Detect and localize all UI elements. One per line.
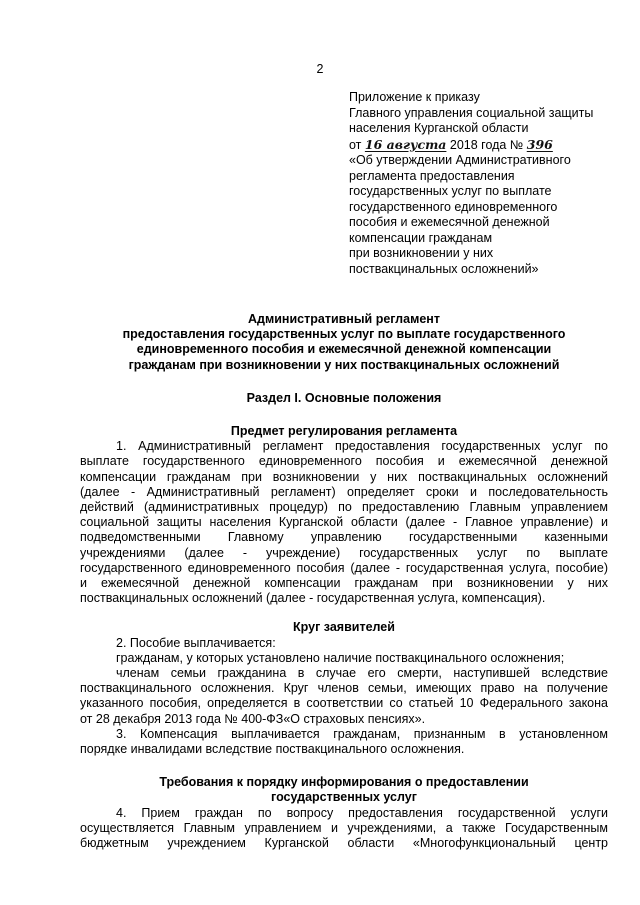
appendix-line: «Об утверждении Административного (349, 153, 571, 167)
para1-line: 1. Административный регламент предоставления государственных услуг по (116, 439, 608, 454)
para1-line: социальной защиты населения Курганской области (далее - Главное управление) и (80, 515, 608, 530)
para4-line: 4. Прием граждан по вопросу предоставления государственной услуги (116, 805, 608, 820)
appendix-line: населения Курганской области (349, 121, 529, 135)
subject-heading: Предмет регулирования регламента (230, 424, 458, 439)
handwritten-date: 16 августа (364, 136, 447, 152)
title-line: Административный регламент (248, 312, 440, 326)
appendix-line: поствакцинальных осложнений» (349, 261, 539, 276)
para3-line: 3. Компенсация выплачивается гражданам, признанным в установленном (116, 726, 608, 741)
title-line: предоставления государственных услуг по выплате государственного (122, 327, 566, 342)
para2-line: членам семьи гражданина в случае его смерти, наступившей вследствие (116, 666, 608, 681)
para1-line: и ежемесячной денежной компенсации гражданам при возникновении у них (80, 576, 608, 591)
title-line: единовременного пособия и ежемесячной денежной компенсации (136, 342, 552, 357)
para2-line: указанного пособия, определяется в соответствии со статьей 10 Федерального закона (80, 696, 608, 711)
info-heading-line: Требования к порядку информирования о предоставлении (159, 775, 529, 790)
para2-line: гражданам, у которых установлено наличие поствакцинального осложнения; (116, 650, 565, 665)
appendix-line: Приложение к приказу (349, 90, 480, 104)
para1-line: поствакцинальных осложнений (далее - государственная услуга, компенсация). (80, 591, 546, 606)
appendix-block (349, 90, 619, 277)
para4-line: осуществляется Главным управлением и учреждениями, а также Государственным (80, 820, 608, 835)
page-number: 2 (316, 62, 324, 76)
document-body (80, 312, 608, 851)
para1-line: государственного единовременного пособия (далее - государственная услуга, пособие) (80, 560, 608, 575)
date-prefix: от (349, 137, 362, 152)
para2-line: от 28 декабря 2013 года № 400-ФЗ«О страховых пенсиях». (80, 711, 426, 726)
title-line: гражданам при возникновении у них поствакцинальных осложнений (128, 357, 560, 372)
appendix-line: Главного управления социальной защиты (349, 105, 594, 120)
para1-line: выплате государственного единовременного пособия и ежемесячной денежной (80, 454, 608, 469)
appendix-line: пособия и ежемесячной денежной (349, 215, 550, 229)
info-heading-line: государственных услуг (271, 790, 417, 805)
para2-line: 2. Пособие выплачивается: (116, 635, 276, 650)
appendix-line: регламента предоставления (349, 168, 515, 183)
section-heading: Раздел I. Основные положения (246, 390, 442, 405)
para1-line: (далее - Административный регламент) определяет сроки и последовательность (80, 484, 608, 499)
appendix-line: государственных услуг по выплате (349, 184, 552, 198)
para4-line: бюджетным учреждением Курганской области «Многофункциональный центр (80, 836, 608, 851)
appendix-date-line (349, 137, 619, 154)
date-year: 2018 года № (449, 137, 524, 152)
para1-line: действий (административных процедур) по предоставлению Главным управлением (80, 500, 608, 515)
para3-line: порядке инвалидами вследствие поствакцинального осложнения. (80, 742, 465, 757)
para2-line: поствакцинального осложнения. Круг членов семьи, имеющих право на получение (80, 681, 608, 696)
para1-line: компенсации гражданам при возникновении у них поствакцинальных осложнений (80, 469, 608, 484)
appendix-line: государственного единовременного (349, 199, 558, 214)
para1-line: подведомственными Главному управлению государственными казенными (80, 530, 608, 545)
handwritten-number: 396 (526, 136, 553, 152)
para1-line: учреждениями (далее - учреждение) государственных услуг по выплате (80, 545, 608, 560)
applicants-heading: Круг заявителей (293, 620, 395, 635)
appendix-line: при возникновении у них (349, 246, 494, 260)
appendix-line: компенсации гражданам (349, 230, 493, 245)
